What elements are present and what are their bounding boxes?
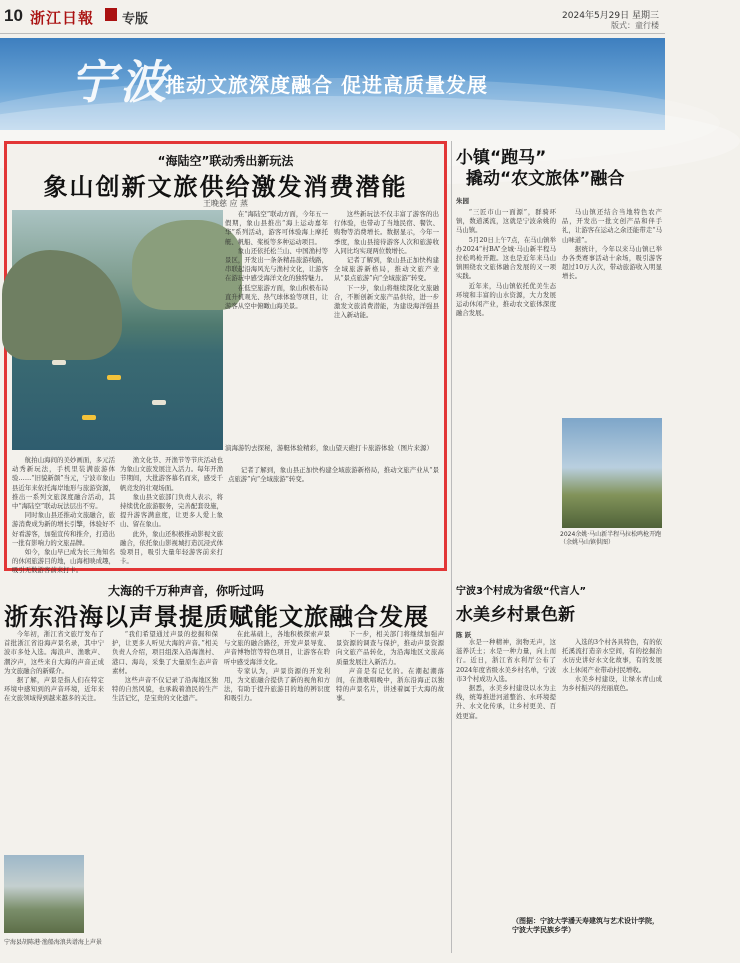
photo-caption: 宁海县胡陈港·渔船海浪共谱海上声景: [4, 939, 102, 946]
edition-line: 版式：童行楼: [611, 21, 659, 30]
photo-boat: [82, 415, 96, 420]
side-article[interactable]: [456, 148, 662, 568]
newspaper-logo: 浙江日報: [30, 9, 95, 27]
article-author: 朱园: [456, 197, 469, 205]
article-kicker: 大海的千万种声音，你听过吗: [108, 584, 265, 598]
article-column: 在此基础上，各地积极探索声景与文旅的融合路径，开发声景导览、声音博物馆等特色项目，让游客在聆听中感受海洋文化。 专家认为，声景资源的开发利用，为文旅融合提供了新的视角和方法，有助于提升旅游目的地的辨识度和吸引力。: [224, 630, 330, 703]
article-title[interactable]: 撬动“农文旅体”融合: [466, 169, 625, 189]
photo-boat: [152, 400, 166, 405]
article-column: 记者了解到，象山县正加快构建全域旅游新格局，推动文旅产业从“景点旅游”向“全域旅游”转变。: [228, 466, 439, 484]
section-label: 专版: [122, 12, 149, 27]
banner-slogan: 推动文旅深度融合 促进高质量发展: [165, 73, 488, 97]
article-column: 今年初，浙江省文旅厅发布了首批浙江省沿海声景名录，其中宁波市多处入选。海浪声、渔歌声、潮汐声，这些来自大海的声音正成为文旅融合的新媒介。 据了解，声景是指人们在特定环境中感知到的声音环境，近年来在文旅领域得到越来越多的关注。: [4, 630, 104, 703]
feature-photo: [12, 210, 223, 450]
header-rule: [0, 33, 665, 34]
article-column: “我们希望通过声景的挖掘和保护，让更多人听见大海的声音。”相关负责人介绍，项目组深入沿海渔村、港口、海岛，采集了大量原生态声音素材。 这些声音不仅记录了沿海地区独特的自然风貌，也承载着渔民的生产生活记忆，是宝贵的文化遗产。: [112, 630, 218, 703]
source-note: （图据：宁波大学潘天寿建筑与艺术设计学院，宁波大学民族乡学）: [512, 917, 659, 935]
article-title[interactable]: 浙东沿海以声景提质赋能文旅融合发展: [4, 603, 429, 631]
article-column: 这些新玩法不仅丰富了游客的出行体验，也带动了当地民宿、餐饮、购物等消费增长。数据显示，今年一季度，象山县接待游客人次和旅游收入同比均实现两位数增长。 记者了解到，象山县正加快构建全域旅游新格局，推动文旅产业从“景点旅游”向“全域旅游”转变。 下一步，象山将继续深化文旅融合，不断创新文旅产品供给，进一步激发文旅消费潜能，为建设海洋强县注入新动能。: [334, 210, 439, 320]
article-column: 航拍山海间的美妙画面，多元活动秀新玩法，手机里装满旅游体验……“旧貌新颜”当元，宁波市象山县近年来依托海岸地形与旅游资源，推出一系列文旅深度融合活动，其中“海陆空”联动玩法层出不穷。 同时象山县还推动文旅融合，旅游消费成为新的增长引擎，体验好不好看游客，加强宣传和推介，打造出一批有影响力的文旅品牌。 如今，象山早已成为长三角知名的休闲旅游目的地，山海相映成趣，吸引无数游客前来打卡。: [12, 456, 115, 575]
photo-cliff: [2, 250, 122, 360]
page-number: 10: [4, 6, 23, 25]
photo-boat: [107, 375, 121, 380]
article-column: “三匠市山一面源”，群骑环镇，数道溪流，这就是宁波余姚的马山镇。 5月20日上午7点，在马山镇举办2024“村BA”全城·马山新半程马拉松鸣枪开跑。这也是近年来马山镇围绕农文旅体融合发展的又一项实践。 近年来，马山镇依托优美生态环境和丰富的山水资源，大力发展运动休闲产业，推动农文旅体深度融合发展。: [456, 208, 556, 318]
date-line: 2024年5月29日 星期三: [562, 11, 659, 21]
page-header: [0, 0, 665, 36]
article-author: 陈 跃: [456, 631, 472, 639]
article-title[interactable]: 小镇“跑马”: [456, 148, 547, 168]
coast-photo: [4, 855, 84, 933]
article-column: 马山镇还结合当地特色农产品，开发出一批文创产品和伴手礼，让游客在运动之余还能带走“马山味道”。 据统计，今年以来马山镇已举办各类赛事活动十余场，吸引游客超过10万人次，带动旅游收入明显增长。: [562, 208, 662, 281]
article-kicker: 宁波3个村成为省级“代言人”: [456, 586, 587, 597]
section-banner: [0, 38, 665, 130]
seal-icon: [105, 8, 117, 21]
article-column: 在“海陆空”联动方面，今年五一假期，象山县推出“海上运动嘉年华”系列活动，游客可体验海上摩托艇、帆船、桨板等多种运动项目。 象山还依托松兰山、中国渔村等景区，开发出一条条精品旅游线路，串联起沿海风光与渔村文化，让游客在游玩中感受海洋文化的独特魅力。 在低空旅游方面，象山积极布局直升机观光、热气球体验等项目，让游客从空中俯瞰山海美景。: [225, 210, 328, 311]
article-column: 水是一种精神，润物无声，这滋养沃土；水是一种力量，向上而行。近日，浙江省水利厅公布了2024年度省级水美乡村名单，宁波市3个村成功入选。 据悉，水美乡村建设以水为主线，统筹推进河道整治、水环境提升、水文化传承，让乡村更美、百姓更富。: [456, 638, 556, 720]
column-divider: [451, 141, 452, 953]
article-title[interactable]: 水美乡村景色新: [456, 605, 575, 625]
photo-boat: [52, 360, 66, 365]
feature-article[interactable]: [4, 141, 447, 575]
article-kicker: “海陆空”联动秀出新玩法: [157, 154, 294, 168]
article-title[interactable]: 象山创新文旅供给激发消费潜能: [43, 173, 408, 201]
side-article[interactable]: [456, 582, 662, 935]
article-column: 渔文化节、开渔节等节庆活动也为象山文旅发展注入活力。每年开渔节期间，大批游客慕名而来，感受千帆竞发的壮观场面。 象山县文旅部门负责人表示，将持续优化旅游服务，完善配套设施，提升游客满意度，让更多人爱上象山、留在象山。 此外，象山还积极推动影视文旅融合，依托象山影视城打造沉浸式体验项目，吸引大量年轻游客前来打卡。: [120, 456, 223, 566]
article-column: 入选的3个村各具特色，有的依托溪流打造亲水空间，有的挖掘治水历史讲好水文化故事，有的发展水上休闲产业带动村民增收。 水美乡村建设，让绿水青山成为乡村振兴的亮丽底色。: [562, 638, 662, 693]
marathon-photo: [562, 418, 662, 528]
banner-calligraphy: 宁波: [70, 55, 170, 109]
photo-caption: 演海游钓去探秘，游艇体验精彩，象山望天礁打卡旅游体验（图片来源）: [225, 444, 433, 452]
article-byline: 王晚慈 应 蒸: [202, 199, 249, 208]
photo-caption: 2024余姚·马山新半程马拉松鸣枪开跑（余姚马山镇供图）: [560, 531, 662, 546]
article-column: 下一步，相关部门将继续加强声景资源的调查与保护，推动声景资源向文旅产品转化，为沿海地区文旅高质量发展注入新活力。 声音是有记忆的。在潮起潮落间，在渔歌唱晚中，浙东沿海正以独特的声景名片，讲述着属于大海的故事。: [336, 630, 444, 703]
